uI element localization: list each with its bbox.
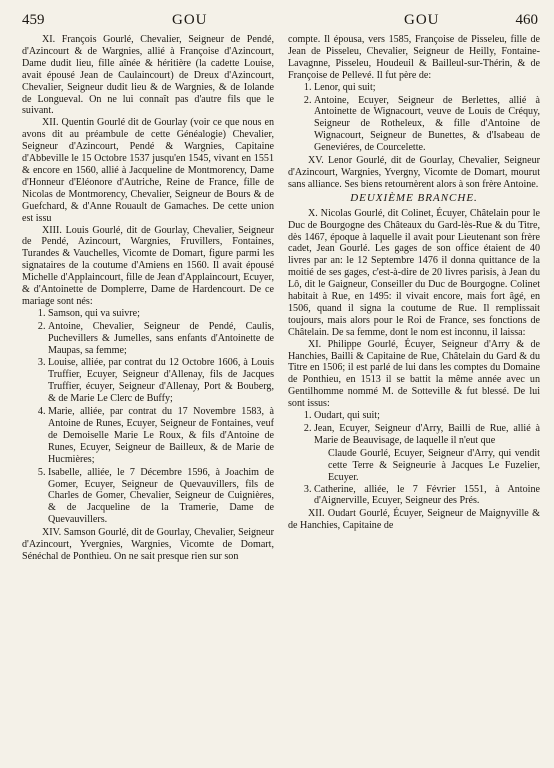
running-title-left: GOU [172, 12, 208, 28]
list-item: 2. Antoine, Ecuyer, Seigneur de Berlettes, allié à Antoinette de Wignacourt, veuve de Louis de Créquy, Seigneur de Rotheleux, & fille d'Antoine de Wignacourt, Seigneur de Bunettes, & d'Isabeau de Geneviéres, de Courcelette. [314, 95, 540, 155]
running-header [22, 8, 540, 34]
children-list-samson [288, 82, 540, 154]
left-column [22, 34, 274, 563]
entry-claude: Claude Gourlé, Ecuyer, Seigneur d'Arry, qui vendit cette Terre & Seigneurie à Jacques Le Fuzelier, Ecuyer. [328, 447, 540, 483]
list-item: 4. Marie, alliée, par contrat du 17 Novembre 1583, à Antoine de Runes, Ecuyer, Seigneur de Fontaines, veuf de Demoiselle Marie Le Roux, & fils d'Antoine de Runes, Ecuyer, Seigneur de Bailleux, & de Marie de Hucmières; [48, 406, 274, 466]
entry-oudart: XII. Oudart Gourlé, Écuyer, Seigneur de Maignyville & de Hanchies, Capitaine de [288, 508, 540, 532]
entry-nicolas: X. Nicolas Gourlé, dit Colinet, Écuyer, Châtelain pour le Duc de Bourgogne des Châteaux du Gard-lès-Rue & du Titre, dès 1467, époque à laquelle il avait pour Lieutenant son frère cadet, Jean Gourlé. Les gages de son office étaient de 40 livres par an: le 12 Septembre 1476 il donna quittance de la moitié de ses gages, c'est-à-dire de 20 livres parisis, à Jean du Lô, dit le Gaigneur, Conseiller du Duc de Bourgogne. Colinet habitait à Rue, en 1495: il vivait encore, mais fort âgé, en 1506, quand il signa la coutume de Rue. Il remplissait toujours, mais alors pour le Roi de France, ses fonctions de Châtelain. De sa femme, dont le nom est inconnu, il laissa: [288, 207, 540, 338]
page-number-right: 460 [515, 12, 538, 28]
list-item: 2. Antoine, Chevalier, Seigneur de Pendé, Caulis, Puchevillers & Jumelles, sans enfants d'Antoinette de Maupas, sa femme; [48, 321, 274, 357]
section-heading: DEUXIÈME BRANCHE. [350, 191, 478, 204]
list-item: 5. Isabelle, alliée, le 7 Décembre 1596, à Joachim de Gomer, Ecuyer, Seigneur de Quevauvillers, fils de Charles de Gomer, Chevalier, Seigneur de Cuignières, & de Jacqueline de la Tramerie, Dame de Quevauvillers. [48, 467, 274, 527]
entry-lenor: XV. Lenor Gourlé, dit de Gourlay, Chevalier, Seigneur d'Azincourt, Wargnies, Yvergny, Vicomte de Domart, mourut sans alliance. Ses biens retournèrent alors à son frère Antoine. [288, 155, 540, 190]
entry-philippe: XI. Philippe Gourlé, Écuyer, Seigneur d'Arry & de Hanchies, Bailli & Capitaine de Rue, Châtelain du Gard & du Titre en 1506; il est parlé de lui dans les comptes du Domaine de Ponthieu, en 1513 il se battit la même année avec un Gentilhomme nommé M. de Sotteville & fut blessé. De lui sont issus: [288, 338, 540, 410]
children-list-louis [22, 308, 274, 526]
entry-samson-continued: compte. Il épousa, vers 1585, Françoise de Pisseleu, fille de Jean de Pisseleu, Chevalier, Seigneur de Heilly, Fontaine-Lavagnne, Pisseleu, Houdeuil & Bailleul-sur-Thérin, & de Françoise de Pellevé. Il fut père de: [288, 34, 540, 81]
entry-francois: XI. François Gourlé, Chevalier, Seigneur de Pendé, d'Azincourt & de Wargnies, allié à Françoise d'Azincourt, Dame dudit lieu, fille aînée & héritière (la cadette Louise, avait épousé Jean de Caulaincourt) de Dreux d'Azincourt, Chevalier, Seigneur dudit lieu & de Wargnies, & de Iolande de Longueval. On ne lui connaît pas d'autre fils que le suivant. [22, 34, 274, 117]
children-list-philippe [288, 410, 540, 447]
list-item: 2. Jean, Ecuyer, Seigneur d'Arry, Bailli de Rue, allié à Marie de Beauvisage, de laquelle il n'eut que [314, 423, 540, 447]
two-column-body [22, 34, 540, 563]
right-column [288, 34, 540, 563]
list-item: 3. Louise, alliée, par contrat du 12 Octobre 1606, à Louis Truffier, Ecuyer, Seigneur d'Allenay, fils de Jacques Truffier, écuyer, Seigneur d'Allenay, Port & Bouberg, & de Marie Le Clerc de Buffy; [48, 357, 274, 405]
children-list-philippe-continued [288, 484, 540, 508]
entry-samson: XIV. Samson Gourlé, dit de Gourlay, Chevalier, Seigneur d'Azincourt, Yvergnies, Wargnies, Vicomte de Domart, Sénéchal de Ponthieu. On ne sait presque rien sur son [22, 527, 274, 562]
entry-louis: XIII. Louis Gourlé, dit de Gourlay, Chevalier, Seigneur de Pendé, Azincourt, Wargnies, Fruvillers, Fontaines, Turandes & Vauchelles, Vicomte de Domart, figure parmi les signataires de la coutume d'Amiens en 1560. Il avait épousé Michelle d'Applaincourt, fille de Jean d'Applaincourt, Ecuyer, & d'Antoinette de Domplerre, Dame de Hardencourt. De ce mariage sont nés: [22, 224, 274, 307]
running-title-right: GOU [404, 12, 440, 28]
page-number-left: 459 [22, 12, 45, 28]
entry-quentin: XII. Quentin Gourlé dit de Gourlay (voir ce que nous en avons dit au préambule de cette Généalogie) Chevalier, Seigneur d'Azincourt, Pendé & Wargnies, Capitaine d'Abbeville le 15 Octobre 1537 jusqu'en 1545, vivant en 1551 & encore en 1560, allié à Jacqueline de Montmorency, Dame d'Honneur d'Eléonore d'Autriche, Reine de France, fille de Nicolas de Montmorency, Chevalier, Seigneur de Bours & de Guefchard, & d'Anne Rouault de Gamaches. De cette union est issu [22, 117, 274, 224]
list-item: 3. Catherine, alliée, le 7 Février 1551, à Antoine d'Aignerville, Ecuyer, Seigneur des Prés. [314, 484, 540, 508]
list-item: 1. Oudart, qui suit; [314, 410, 540, 422]
list-item: 1. Samson, qui va suivre; [48, 308, 274, 320]
list-item: 1. Lenor, qui suit; [314, 82, 540, 94]
